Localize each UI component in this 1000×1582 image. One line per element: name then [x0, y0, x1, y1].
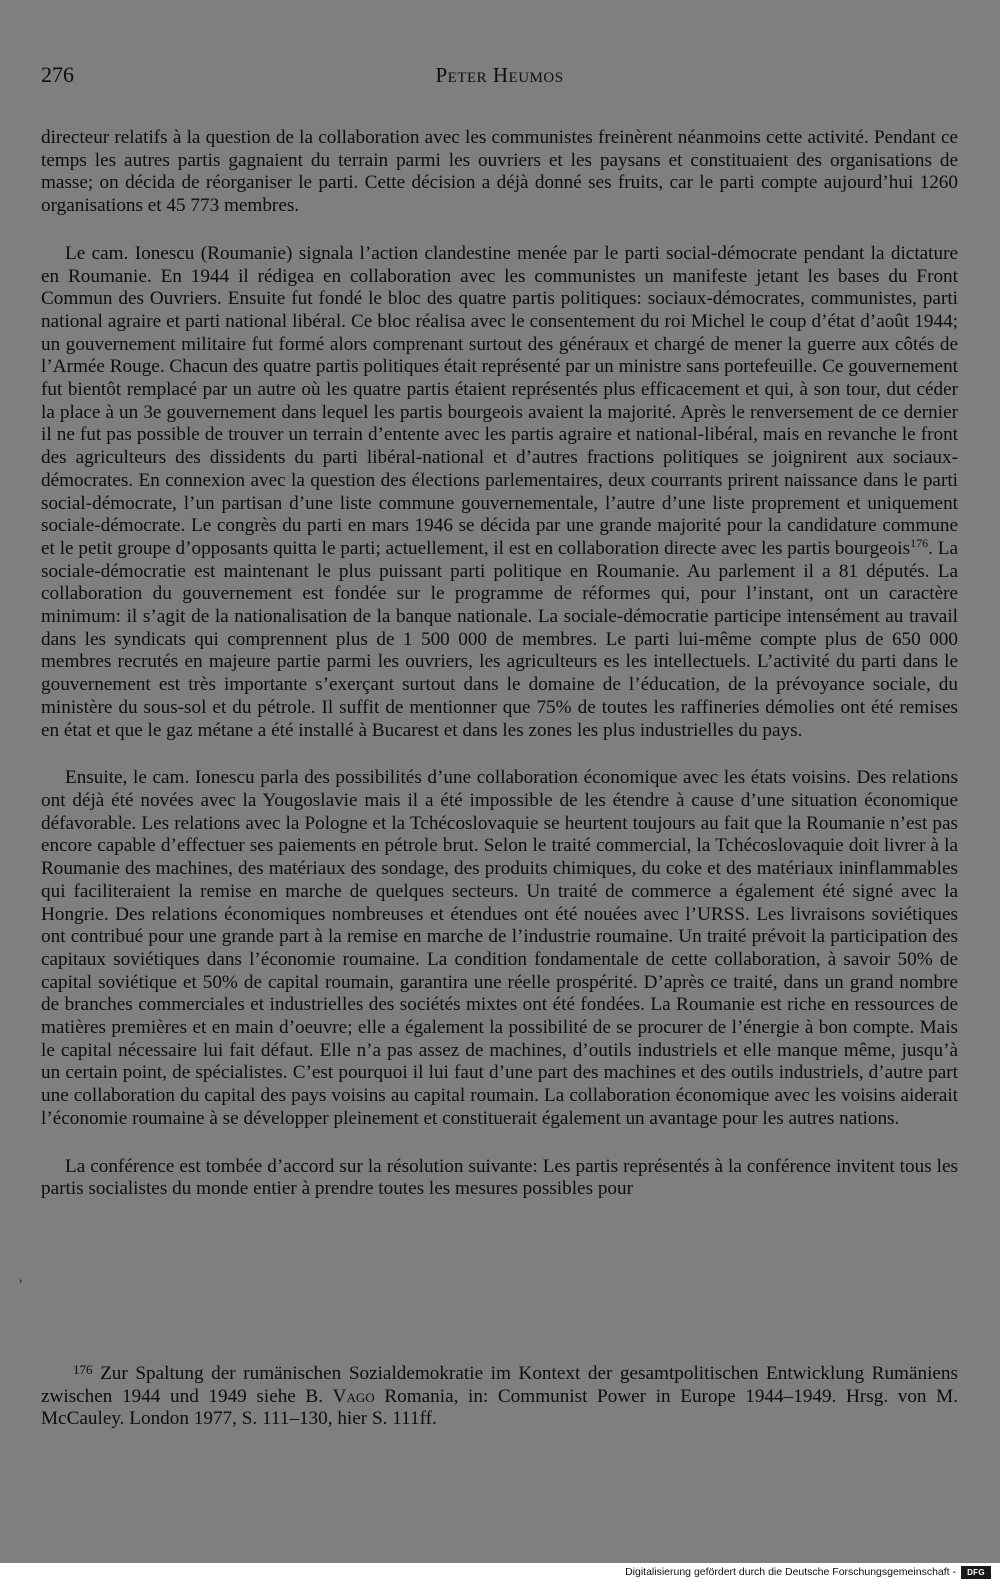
paragraph-3: Ensuite, le cam. Ionescu parla des possibilités d’une collaboration économique avec les états voisins. Des relations ont déjà été novées avec la Yougoslavie mais il a été impossible de les étendre à cause d’une situation économique défavorable. Les relations avec la Pologne et la Tchécoslovaquie se heurtent toujours au fait que la Roumanie n’est pas encore capable d’effectuer ses paiements en pétrole brut. Selon le traité commercial, la Tchécoslovaquie doit livrer à la Roumanie des machines, des matériaux des sondage, des produits chimiques, du coke et des matériaux ininflammables qui faciliteraient la remise en marche de quelques secteurs. Un traité de commerce a également été signé avec la Hongrie. Des relations économiques nombreuses et étendues ont été nouées avec l’URSS. Les livraisons soviétiques ont contribué pour une grande part à la remise en marche de l’industrie roumaine. Un traité prévoit la participation des capitaux soviétiques dans l’économie roumaine. La condition fondamentale de cette collaboration, à savoir 50% de capital soviétique et 50% de capital roumain, garantira une réelle prospérité. D’après ce traité, dans un grand nombre de branches commerciales et industrielles des sociétés mixtes ont été fondées. La Roumanie est riche en ressources de matières premières et en main d’oeuvre; elle a également la possibilité de se procurer de l’énergie à bon compte. Mais le capital nécessaire lui fait défaut. Elle n’a pas assez de machines, d’outils industriels et elle manque même, jusqu’à un certain point, de spécialistes. C’est pourquoi il lui faut d’une part des machines et des outils industriels, d’autre part une collaboration du capital des pays voisins au capital roumain. La collaboration économique avec les voisins aiderait l’économie roumaine à se développer pleinement et constituerait également un avantage pour les autres nations. [41, 767, 958, 1129]
footnote-author: Vago [332, 1385, 375, 1407]
body-text [41, 127, 958, 1201]
footnote-text-b: Romania, in: Communist Power in Europe 1944–1949. Hrsg. von M. McCauley. London 1977, S. 111–130, hier S. 111ff. [41, 1385, 958, 1430]
page-header [41, 62, 958, 92]
dfg-logo-icon: DFG [961, 1566, 991, 1579]
paragraph-2-text-b: . La sociale-démocratie est maintenant le plus puissant parti politique en Roumanie. Au parlement il a 81 députés. La collaboration du gouvernement est fondée sur le programme de réformes qui, pour l’instant, ont un caractère minimum: il s’agit de la nationalisation de la banque nationale. La sociale-démocratie participe intensément au travail dans les syndicats qui comprennent plus de 1 500 000 de membres. Le parti lui-même compte plus de 650 000 membres recrutés en majeure partie parmi les ouvriers, les agriculteurs es les intellectuels. L’activité du parti dans le gouvernement est très importante s’exerçant surtout dans le domaine de l’éducation, de la prévoyance sociale, du ministère du sous-sol et du pétrole. Il suffit de mentionner que 75% de toutes les raffineries démolies ont été remises en état et que le gaz métane a été installé à Bucarest et dans les zones les plus industrielles du pays. [41, 537, 958, 741]
digitization-credit-bar [0, 1563, 1000, 1582]
paragraph-gap [41, 742, 958, 767]
paragraph-2-text-a: Le cam. Ionescu (Roumanie) signala l’action clandestine menée par le parti social-démocrate pendant la dictature en Roumanie. En 1944 il rédigea en collaboration avec les communistes un manifeste jetant les bases du Front Commun des Ouvriers. Ensuite fut fondé le bloc des quatre partis politiques: sociaux-démocrates, communistes, parti national agraire et parti national libéral. Ce bloc réalisa avec le consentement du roi Michel le coup d’état d’août 1944; un gouvernement militaire fut formé alors comprenant surtout des généraux et chargé de mener la guerre aux côtés de l’Armée Rouge. Chacun des quatre partis politiques était représenté par un ministre sans portefeuille. Ce gouvernement fut bientôt remplacé par un autre où les quatre partis étaient représentés plus efficacement et qui, à son tour, dut céder la place à un 3e gouvernement dans lequel les partis bourgeois avaient la majorité. Après le renversement de ce dernier il ne fut pas possible de trouver un terrain d’entente avec les partis agraire et national-libéral, mais en revanche le front des agriculteurs des dissidents du parti libéral-national et d’autres fractions politiques se joignirent aux sociaux-démocrates. En connexion avec la question des élections parlementaires, deux courrants prirent naissance dans le parti social-démocrate, l’un partisan d’une liste commune gouvernementale, l’autre d’une liste proprement et uniquement sociale-démocrate. Le congrès du parti en mars 1946 se décida par une grande majorité pour la candidature commune et le petit groupe d’opposants quitta le parti; actuellement, il est en collaboration directe avec les partis bourgeois [41, 242, 958, 559]
footnote-176 [41, 1363, 958, 1431]
paragraph-2 [41, 243, 958, 742]
paragraph-gap [41, 1131, 958, 1156]
credit-text: Digitalisierung gefördert durch die Deutsche Forschungsgemeinschaft - [625, 1566, 956, 1578]
paragraph-gap [41, 218, 958, 243]
running-head: Peter Heumos [435, 63, 564, 87]
footnote-reference[interactable]: 176 [910, 535, 929, 550]
footnote-number: 176 [73, 1362, 93, 1377]
page-number: 276 [41, 62, 74, 87]
footnote-text-a: Zur Spaltung der rumänischen Sozialdemokratie im Kontext der gesamtpolitischen Entwicklung Rumäniens zwischen 1944 und 1949 siehe B. [41, 1363, 958, 1407]
paragraph-4: La conférence est tombée d’accord sur la résolution suivante: Les partis représentés à la conférence invitent tous les partis socialistes du monde entier à prendre toutes les mesures possibles pour [41, 1155, 958, 1200]
paragraph-1: directeur relatifs à la question de la collaboration avec les communistes freinèrent néanmoins cette activité. Pendant ce temps les autres partis gagnaient du terrain parmi les ouvriers et les paysans et constituaient des organisations de masse; on décida de réorganiser le parti. Cette décision a déjà donné ses fruits, car le parti compte aujourd’hui 1260 organisations et 45 773 membres. [41, 127, 958, 217]
scan-speck: , [19, 1270, 23, 1285]
